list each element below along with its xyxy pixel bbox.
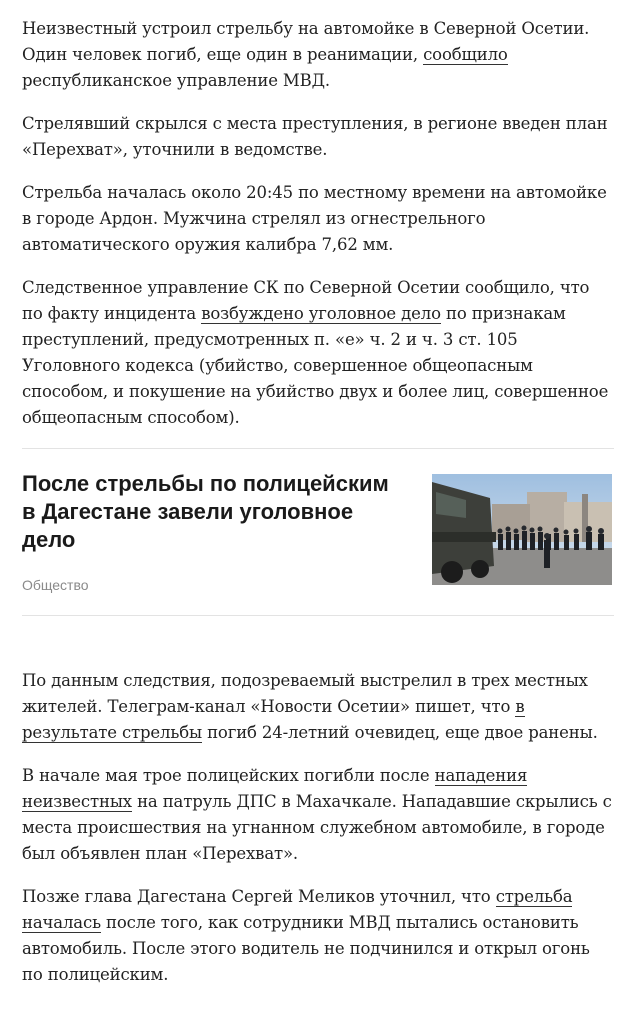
- paragraph-text: погиб 24-летний очевидец, еще двое ранены.: [201, 723, 598, 742]
- inline-link-reported[interactable]: сообщило: [423, 45, 508, 64]
- inline-link-shooting-result[interactable]: в результате стрельбы: [22, 697, 525, 742]
- article-body: [22, 16, 614, 1005]
- paragraph-text: республиканское управление МВД.: [22, 71, 331, 90]
- paragraph-text: Стрельба началась около 20:45 по местному времени на автомойке в городе Ардон. Мужчина стрелял из огнестрельного автоматического оружия калибра 7,62 мм.: [22, 183, 607, 254]
- paragraph-text: В начале мая трое полицейских погибли после: [22, 766, 435, 785]
- related-article-title[interactable]: После стрельбы по полицейским в Дагестане завели уголовное дело: [22, 471, 389, 552]
- news-photo-armored-vehicle-icon: [432, 474, 612, 585]
- article-paragraph: [22, 884, 614, 988]
- paragraph-text: Стрелявший скрылся с места преступления, в регионе введен план «Перехват», уточнили в ведомстве.: [22, 114, 608, 159]
- inline-link-shooting-started[interactable]: стрельба началась: [22, 887, 573, 932]
- paragraph-text: Следственное управление СК по Северной Осетии сообщило, что по факту инцидента: [22, 278, 590, 323]
- paragraph-text: По данным следствия, подозреваемый выстрелил в трех местных жителей. Телеграм-канал «Новости Осетии» пишет, что: [22, 671, 588, 716]
- article-paragraph: [22, 16, 614, 94]
- article-continuation: [22, 668, 614, 988]
- paragraph-text: после того, как сотрудники МВД пытались остановить автомобиль. После этого водитель не подчинился и открыл огонь по полицейским.: [22, 913, 590, 984]
- paragraph-text: Позже глава Дагестана Сергей Меликов уточнил, что: [22, 887, 496, 906]
- article-paragraph: [22, 763, 614, 867]
- related-article-thumbnail[interactable]: [432, 474, 612, 585]
- paragraph-text: на патруль ДПС в Махачкале. Нападавшие скрылись с места происшествия на угнанном служебном автомобиле, в городе был объявлен план «Перехват».: [22, 792, 612, 863]
- article-paragraph: [22, 275, 614, 431]
- paragraph-text: по признакам преступлений, предусмотренных п. «е» ч. 2 и ч. 3 ст. 105 Уголовного кодекса (убийство, совершенное общеопасным способом, и покушение на убийство двух и более лиц, совершенное общеопасным способом).: [22, 304, 609, 427]
- article-paragraph: [22, 668, 614, 746]
- related-article-rubric[interactable]: Общество: [22, 577, 89, 593]
- inline-link-attack[interactable]: нападения неизвестных: [22, 766, 528, 811]
- inline-link-criminal-case[interactable]: возбуждено уголовное дело: [201, 304, 441, 323]
- article-paragraph: [22, 180, 614, 258]
- article-paragraph: [22, 111, 614, 163]
- related-article-card[interactable]: [22, 448, 614, 616]
- paragraph-text: Неизвестный устроил стрельбу на автомойке в Северной Осетии. Один человек погиб, еще один в реанимации,: [22, 19, 590, 64]
